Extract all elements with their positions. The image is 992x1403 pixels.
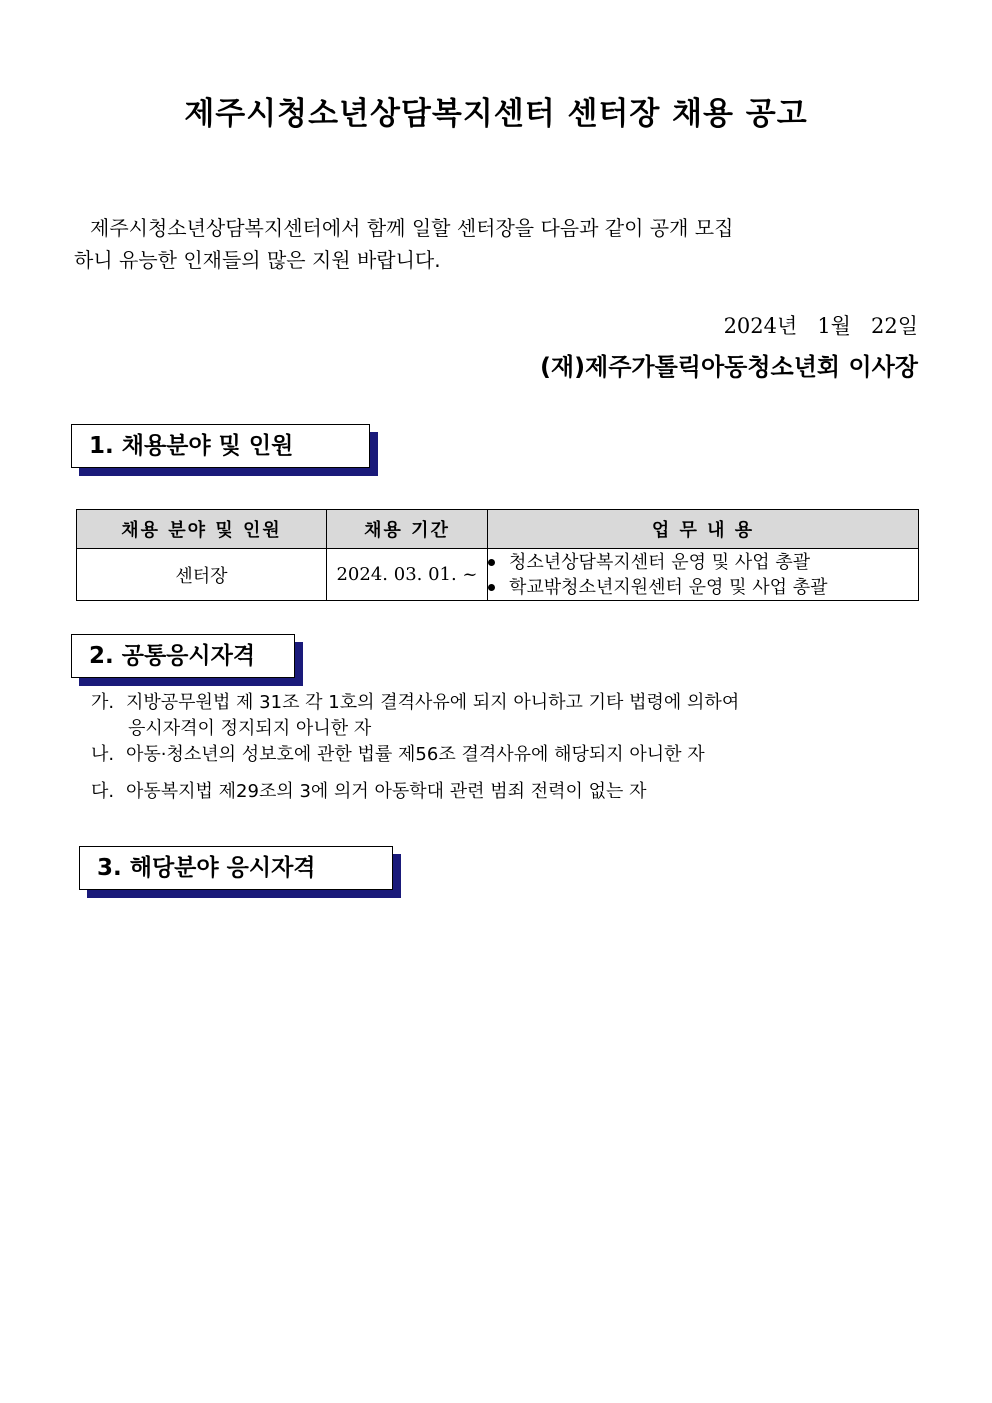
qualification-text: 지방공무원법 제 31조 각 1호의 결격사유에 되지 아니하고 기타 법령에 의하여 <box>126 692 740 713</box>
section-header-label: 2. 공통응시자격 <box>71 634 295 678</box>
qualification-marker: 다. <box>91 781 115 802</box>
bullet-icon <box>488 559 495 566</box>
table-header-period: 채용 기간 <box>327 510 488 549</box>
announcement-date: 2024년 1월 22일 <box>723 314 918 338</box>
qualification-marker: 가. <box>91 692 115 713</box>
section-header-2 <box>71 634 295 678</box>
qualification-marker: 나. <box>91 744 115 765</box>
duty-text: 청소년상담복지센터 운영 및 사업 총괄 <box>509 551 811 573</box>
qualification-text: 아동복지법 제29조의 3에 의거 아동학대 관련 범죄 전력이 없는 자 <box>126 781 647 802</box>
intro-line-1: 제주시청소년상담복지센터에서 함께 일할 센터장을 다음과 같이 공개 모집 <box>90 216 734 240</box>
qualification-text: 아동·청소년의 성보호에 관한 법률 제56조 결격사유에 해당되지 아니한 자 <box>126 744 705 765</box>
bullet-icon <box>488 584 495 591</box>
section-header-3 <box>79 846 393 890</box>
table-header-field: 채용 분야 및 인원 <box>77 510 327 549</box>
section-header-1 <box>71 424 370 468</box>
section-header-label: 1. 채용분야 및 인원 <box>71 424 370 468</box>
table-row <box>77 549 919 601</box>
duty-text: 학교밖청소년지원센터 운영 및 사업 총괄 <box>509 576 828 598</box>
organization-name: (재)제주가톨릭아동청소년회 이사장 <box>539 353 918 381</box>
section-header-label: 3. 해당분야 응시자격 <box>79 846 393 890</box>
cell-field: 센터장 <box>77 549 327 601</box>
page-title: 제주시청소년상담복지센터 센터장 채용 공고 <box>184 96 808 132</box>
cell-duties <box>488 549 919 601</box>
cell-period: 2024. 03. 01. ~ <box>327 549 488 601</box>
duty-item <box>488 550 918 575</box>
table-header-duties: 업 무 내 용 <box>488 510 919 549</box>
qualification-text-continued: 응시자격이 정지되지 아니한 자 <box>128 718 372 739</box>
duty-item <box>488 575 918 600</box>
recruitment-table <box>76 509 919 601</box>
table-header-row <box>77 510 919 549</box>
intro-line-2: 하니 유능한 인재들의 많은 지원 바랍니다. <box>74 248 441 272</box>
